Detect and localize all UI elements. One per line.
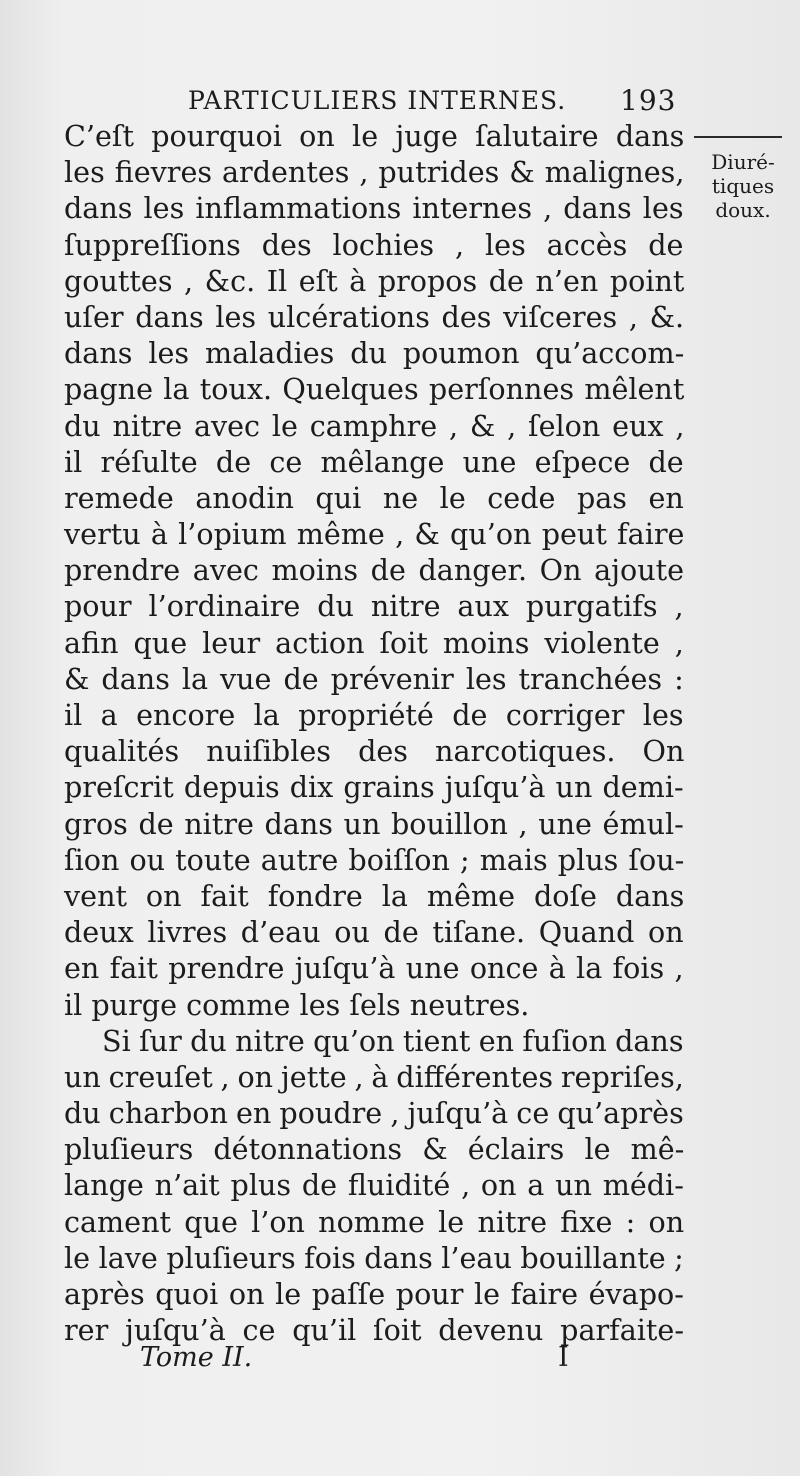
page-header — [188, 86, 688, 122]
text-line: lange n’ait plus de fluidité , on a un médi- — [64, 1168, 684, 1203]
signature-mark: I — [558, 1342, 569, 1373]
text-line: les fievres ardentes , putrides & malignes, — [64, 155, 685, 190]
text-line: remede anodin qui ne le cede pas en — [64, 480, 684, 515]
text-line: il purge comme les ſels neutres. — [64, 987, 530, 1022]
text-line: le lave pluſieurs fois dans l’eau bouillante ; — [64, 1240, 684, 1275]
margin-note-line: tiques — [711, 174, 775, 198]
running-title: PARTICULIERS INTERNES. — [188, 86, 567, 115]
text-line: vent on fait fondre la même doſe dans — [64, 878, 685, 913]
text-line: dans les maladies du poumon qu’accom- — [64, 336, 685, 371]
margin-note-line: doux. — [715, 198, 771, 222]
text-line: & dans la vue de prévenir les tranchées : — [64, 661, 684, 696]
page-number: 193 — [620, 84, 677, 117]
text-line: en fait prendre juſqu’à une once à la fois , — [64, 951, 684, 986]
text-line: prendre avec moins de danger. On ajoute — [64, 553, 685, 588]
text-line: cament que l’on nomme le nitre fixe : on — [64, 1204, 685, 1239]
text-line: après quoi on le paſſe pour le faire évapo- — [64, 1277, 684, 1311]
body-text — [64, 118, 684, 1348]
margin-note-line: Diuré- — [711, 150, 775, 174]
text-line: qualités nuiſibles des narcotiques. On — [64, 734, 685, 769]
text-line: deux livres d’eau ou de tiſane. Quand on — [64, 915, 684, 950]
text-line: Si ſur du nitre qu’on tient en fuſion dans — [102, 1023, 684, 1058]
text-line: rer juſqu’à ce qu’il ſoit devenu parfaite- — [64, 1313, 685, 1348]
text-line: pluſieurs détonnations & éclairs le mê- — [64, 1132, 685, 1167]
volume-label: Tome II. — [140, 1342, 253, 1373]
text-line: un creuſet , on jette , à différentes repriſes, — [64, 1059, 684, 1094]
page-footer — [140, 1342, 590, 1382]
text-line: pagne la toux. Quelques perſonnes mêlent — [64, 372, 685, 407]
margin-rule — [694, 136, 782, 138]
margin-note — [688, 150, 798, 222]
text-line: ſion ou toute autre boiſſon ; mais plus ſou- — [64, 842, 685, 877]
text-line: pour l’ordinaire du nitre aux purgatifs , — [64, 589, 684, 624]
text-line: dans les inflammations internes , dans les — [64, 191, 684, 226]
text-line: preſcrit depuis dix grains juſqu’à un demi- — [64, 770, 684, 805]
text-line: il réſulte de ce mêlange une eſpece de — [64, 444, 684, 479]
text-line: afin que leur action ſoit moins violente , — [64, 625, 684, 660]
text-line: C’eſt pourquoi on le juge ſalutaire dans — [64, 119, 685, 153]
text-line: du nitre avec le camphre , & , ſelon eux , — [64, 408, 685, 443]
text-line: gros de nitre dans un bouillon , une émul- — [64, 806, 684, 841]
text-line: il a encore la propriété de corriger les — [64, 698, 684, 732]
text-line: uſer dans les ulcérations des viſceres , &. — [64, 299, 685, 334]
text-line: gouttes , &c. Il eſt à propos de n’en point — [64, 263, 685, 298]
text-line: vertu à l’opium même , & qu’on peut faire — [64, 517, 685, 552]
text-line: ſuppreſſions des lochies , les accès de — [64, 227, 684, 262]
text-line: du charbon en poudre , juſqu’à ce qu’après — [64, 1096, 684, 1131]
